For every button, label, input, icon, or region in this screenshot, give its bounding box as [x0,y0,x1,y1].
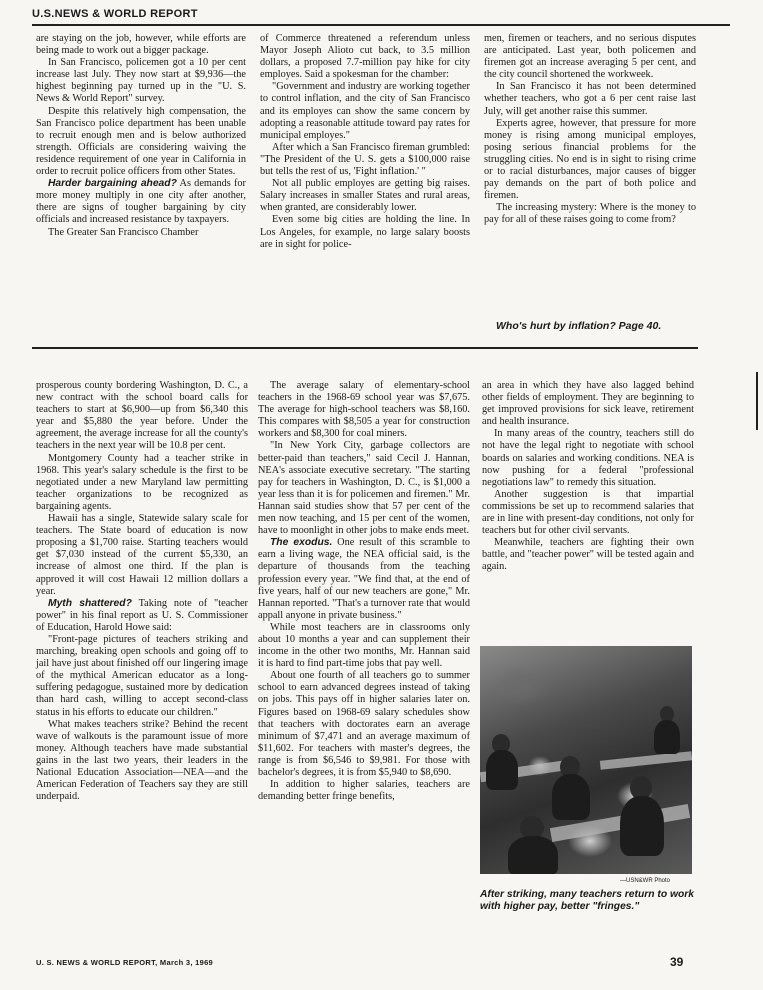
bottom-column-2 [258,380,470,803]
paragraph-text: "Government and industry are working together to control inflation, and the city of San Francisco and its employes can show the same concern by adopting a reasonable attitude toward pay rates for municipal employes." [260,81,470,141]
paragraph-text: While most teachers are in classrooms only about 10 months a year and can supplement their income in the other two months, Mr. Hannan said it is hard to find part-time jobs that pay well. [258,621,470,670]
paragraph-text: About one fourth of all teachers go to summer school to earn advanced degrees instead of taking on jobs. This pays off in higher salaries later on. Figures based on 1968-69 salary schedules show that teachers with doctorates earn an average minimum of $7,471 and an average maximum of $11,602. For teachers with master's degrees, the range is from $6,546 to $9,981. For those with bachelor's degrees, it is from $5,940 to $8,690. [258,670,470,778]
photo-caption: After striking, many teachers return to work with higher pay, better "fringes." [480,889,695,912]
paragraph-text: Not all public employes are getting big raises. Salary increases in smaller States and rural areas, when granted, are considerably lower. [260,178,470,214]
paragraph [36,453,248,513]
paragraph-text: In San Francisco it has not been determined whether teachers, who got a 6 per cent raise last July, will get another raise this summer. [484,81,696,117]
paragraph [260,142,470,178]
top-column-2 [260,33,470,251]
paragraph [36,598,248,634]
paragraph-text: Hawaii has a single, Statewide salary scale for teachers. The State board of education is now proposing a $1,700 raise. Starting teachers would get $7,030 instead of the current $5,330, an increase of almost one third. If the plan is approved it will cost Hawaii 12 million dollars a year. [36,513,248,597]
paragraph [36,380,248,453]
paragraph-text: After which a San Francisco fireman grumbled: "The President of the U. S. gets a $100,000 raise but tells the rest of us, 'Fight inflation.' " [260,141,470,178]
paragraph-text: The Greater San Francisco Chamber [48,226,199,238]
top-column-1 [36,33,246,239]
paragraph [36,719,248,804]
photo-credit: —USN&WR Photo [620,878,671,884]
margin-mark [756,372,758,430]
paragraph [36,178,246,226]
masthead: U.S.NEWS & WORLD REPORT [32,8,198,20]
paragraph [482,489,694,537]
paragraph-text: In many areas of the country, teachers still do not have the legal right to negotiate with school boards on salaries and working conditions. NEA is now pushing for a federal "professional negotiations law" to remedy this situation. [482,428,694,488]
paragraph [260,214,470,250]
paragraph-subhead: Myth shattered? [48,597,132,609]
paragraph [36,227,246,239]
paragraph [482,537,694,573]
top-column-3 [484,33,696,227]
paragraph [484,202,696,226]
paragraph [258,779,470,803]
paragraph-text: Experts agree, however, that pressure for more money is rising among municipal employes, posing serious financial problems for the struggling cities. No end is in sight to rising crime or to racial disturbances, major causes of bigger pay demands on the part of both police and firemen. [484,117,696,202]
paragraph [36,513,248,598]
paragraph [484,118,696,203]
paragraph-text: What makes teachers strike? Behind the recent wave of walkouts is the paramount issue of more money. Although teachers have made substantial gains in the last two years, their leaders in the National Education Association—NEA—and the American Federation of Teachers say they are still underpaid. [36,718,248,803]
paragraph [36,634,248,719]
paragraph [260,81,470,141]
paragraph-text: Despite this relatively high compensation, the San Francisco police department has been unable to recruit enough men and is below authorized strength. Officials are considering waiving the residence requirement of one year in California in order to recruit police officers from other States. [36,105,246,178]
paragraph [258,380,470,440]
paragraph-subhead: The exodus. [270,537,333,549]
paragraph [258,622,470,670]
inflation-article-link[interactable]: Who's hurt by inflation? Page 40. [496,320,662,332]
paragraph [484,81,696,117]
paragraph-text: The average salary of elementary-school teachers in the 1968-69 school year was $7,675. The average for high-school teachers was $8,160. This compares with $8,505 a year for construction workers and $8,300 for coal miners. [258,380,470,440]
paragraph-text: In addition to higher salaries, teachers are demanding better fringe benefits, [258,779,470,803]
paragraph [36,106,246,179]
paragraph-text: Even some big cities are holding the line. In Los Angeles, for example, no large salary boosts are in sight for police- [260,214,470,250]
paragraph-text: In San Francisco, policemen got a 10 per cent increase last July. They now start at $9,936—the highest beginning pay turned up in the "U. S. News & World Report" survey. [36,57,246,105]
paragraph-text: As demands for more money multiply in one city after another, there are signs of tougher bargaining by city officials and increased resistance by taxpayers. [36,178,246,226]
paragraph-text: are staying on the job, however, while efforts are being made to work out a bigger package. [36,33,246,57]
paragraph [260,33,470,81]
paragraph-text: of Commerce threatened a referendum unless Mayor Joseph Alioto cut back, to 3.5 million dollars, a proposed 7.7-million pay hike for city employes. Said a spokesman for the chamber: [260,33,470,81]
paragraph [258,670,470,779]
section-divider [32,347,698,349]
paragraph-text: One result of this scramble to earn a living wage, the NEA official said, is the departure of thousands from the teaching profession every year. "We find that, at the end of five years, half of our new teachers are gone," Mr. Hannan reported. "That's a turnover rate that would appall anyone in private business." [258,537,471,621]
paragraph [482,428,694,488]
paragraph-text: prosperous county bordering Washington, D. C., a new contract with the school board calls for teachers to start at $6,900—up from $6,340 this year and $5,880 the year before. Under the agreement, the average increase for all the county's teachers in the next year will be 10.8 per cent. [36,380,248,452]
paragraph [36,33,246,57]
paragraph-text: Meanwhile, teachers are fighting their own battle, and "teacher power" will be tested again and again. [482,537,694,573]
paragraph-text: The increasing mystery: Where is the money to pay for all of these raises going to come from? [484,202,696,226]
paragraph-text: "In New York City, garbage collectors are better-paid than teachers," said Cecil J. Hannan, NEA's associate executive secretary. "The starting pay for teachers in Washington, D. C., is $1,000 a year less than it is for policemen and firemen." Mr. Hannan said studies show that 57 per cent of the men now teaching, and 15 per cent of the women, have to moonlight in other jobs to make ends meet. [258,440,470,537]
paragraph [258,440,470,537]
paragraph-text: "Front-page pictures of teachers striking and marching, breaking open schools and going off to jail have just about finished off our lingering image of the mythical American educator as a long-suffering pedagogue, sustained more by dedication than hard cash, willing to accept second-class status in his efforts to educate our children." [36,633,248,718]
footer-publication: U. S. NEWS & WORLD REPORT, March 3, 1969 [36,958,214,967]
paragraph-text: men, firemen or teachers, and no serious disputes are anticipated. Last year, both policemen and firemen got an increase averaging 5 per cent, and the city council shortened the workweek. [484,33,696,81]
paragraph [258,537,470,622]
paragraph-text: Montgomery County had a teacher strike in 1968. This year's salary schedule is the first to be negotiated under a new Maryland law permitting teacher organizations to be recognized as bargaining agents. [36,452,248,512]
paragraph-text: Taking note of "teacher power" in his final report as U. S. Commissioner of Education, Harold Howe said: [36,597,248,633]
paragraph-text: Another suggestion is that impartial commissions be set up to recommend salaries that are in line with present-day conditions, not only for teachers but for other civil servants. [482,488,694,537]
bottom-column-1 [36,380,248,803]
page-number: 39 [670,955,684,969]
paragraph [484,33,696,81]
paragraph [36,57,246,105]
masthead-rule [32,24,730,26]
paragraph-subhead: Harder bargaining ahead? [48,178,177,190]
paragraph [260,178,470,214]
bottom-column-3 [482,380,694,574]
paragraph-text: an area in which they have also lagged behind other fields of employment. They are beginning to get improved provisions for sick leave, retirement and health insurance. [482,380,694,428]
classroom-photo [480,646,692,874]
paragraph [482,380,694,428]
